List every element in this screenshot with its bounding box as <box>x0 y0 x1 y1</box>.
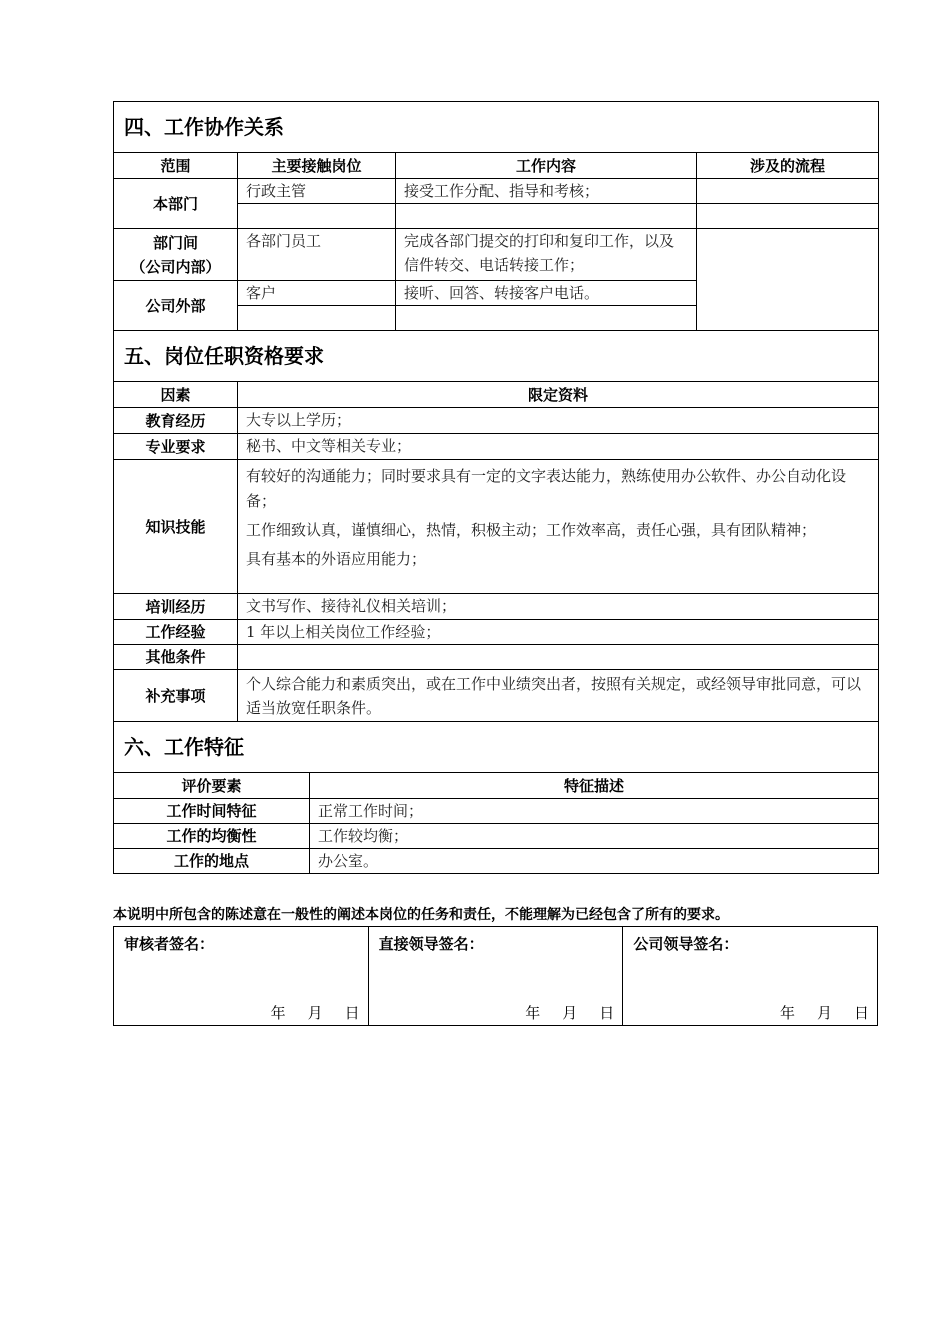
scope-inter-dept-line2: （公司内部） <box>130 257 221 276</box>
major-value: 秘书、中文等相关专业； <box>238 434 879 460</box>
header-scope: 范围 <box>114 153 238 179</box>
reviewer-signature-label: 审核者签名： <box>124 935 215 953</box>
skills-line1: 有较好的沟通能力；同时要求具有一定的文字表达能力，熟练使用办公软件、办公自动化设备； <box>246 467 847 510</box>
experience-label: 工作经验 <box>114 620 238 645</box>
header-requirement: 限定资料 <box>238 382 879 408</box>
section6-table <box>113 721 879 874</box>
year-label: 年 <box>525 1004 541 1022</box>
direct-leader-signature-box[interactable] <box>368 927 623 1026</box>
section4-title: 四、工作协作关系 <box>114 102 879 153</box>
reviewer-signature-box[interactable] <box>114 927 369 1026</box>
skills-line3: 具有基本的外语应用能力； <box>246 550 427 568</box>
reviewer-date <box>249 1002 360 1023</box>
job-description-document <box>113 101 878 874</box>
content-own-dept: 接受工作分配、指导和考核； <box>396 179 697 204</box>
content-empty <box>396 204 697 229</box>
day-label: 日 <box>344 1004 360 1022</box>
month-label: 月 <box>816 1004 832 1022</box>
scope-inter-dept <box>114 229 238 281</box>
direct-leader-signature-label: 直接领导签名： <box>378 935 484 953</box>
direct-leader-date <box>503 1002 614 1023</box>
year-label: 年 <box>270 1004 286 1022</box>
education-value: 大专以上学历； <box>238 408 879 434</box>
training-label: 培训经历 <box>114 594 238 620</box>
work-balance-value: 工作较均衡； <box>310 824 879 849</box>
content-empty <box>396 306 697 331</box>
year-label: 年 <box>779 1004 795 1022</box>
month-label: 月 <box>307 1004 323 1022</box>
signature-section <box>113 926 878 1026</box>
work-balance-label: 工作的均衡性 <box>114 824 310 849</box>
company-leader-signature-label: 公司领导签名： <box>633 935 739 953</box>
major-label: 专业要求 <box>114 434 238 460</box>
supplement-label: 补充事项 <box>114 670 238 722</box>
work-location-value: 办公室。 <box>310 849 879 874</box>
header-feature-desc: 特征描述 <box>310 773 879 799</box>
skills-label: 知识技能 <box>114 460 238 594</box>
header-process: 涉及的流程 <box>697 153 879 179</box>
content-inter-dept: 完成各部门提交的打印和复印工作，以及信件转交、电话转接工作； <box>396 229 697 281</box>
main-table <box>113 101 879 722</box>
header-factor: 因素 <box>114 382 238 408</box>
scope-own-dept: 本部门 <box>114 179 238 229</box>
work-time-label: 工作时间特征 <box>114 799 310 824</box>
day-label: 日 <box>853 1004 869 1022</box>
other-value <box>238 645 879 670</box>
disclaimer-note: 本说明中所包含的陈述意在一般性的阐述本岗位的任务和责任，不能理解为已经包含了所有的要求。 <box>113 907 729 923</box>
company-leader-date <box>758 1002 869 1023</box>
process-cell <box>697 179 879 204</box>
post-empty <box>238 306 396 331</box>
work-location-label: 工作的地点 <box>114 849 310 874</box>
scope-external: 公司外部 <box>114 281 238 331</box>
education-label: 教育经历 <box>114 408 238 434</box>
post-all-staff: 各部门员工 <box>238 229 396 281</box>
section6-title: 六、工作特征 <box>114 722 879 773</box>
scope-inter-dept-line1: 部门间 <box>152 233 198 252</box>
month-label: 月 <box>562 1004 578 1022</box>
supplement-value: 个人综合能力和素质突出，或在工作中业绩突出者，按照有关规定，或经领导审批同意，可以适当放宽任职条件。 <box>238 670 879 722</box>
work-time-value: 正常工作时间； <box>310 799 879 824</box>
post-admin-supervisor: 行政主管 <box>238 179 396 204</box>
skills-value <box>238 460 879 594</box>
day-label: 日 <box>599 1004 615 1022</box>
experience-value: 1 年以上相关岗位工作经验； <box>238 620 879 645</box>
process-cell <box>697 204 879 229</box>
header-eval-factor: 评价要素 <box>114 773 310 799</box>
post-empty <box>238 204 396 229</box>
signature-table <box>113 926 878 1026</box>
header-post: 主要接触岗位 <box>238 153 396 179</box>
header-content: 工作内容 <box>396 153 697 179</box>
other-label: 其他条件 <box>114 645 238 670</box>
training-value: 文书写作、接待礼仪相关培训； <box>238 594 879 620</box>
section5-title: 五、岗位任职资格要求 <box>114 331 879 382</box>
skills-line2: 工作细致认真，谨慎细心，热情，积极主动；工作效率高，责任心强，具有团队精神； <box>246 521 817 539</box>
post-customer: 客户 <box>238 281 396 306</box>
process-cell <box>697 229 879 331</box>
company-leader-signature-box[interactable] <box>623 927 878 1026</box>
content-external: 接听、回答、转接客户电话。 <box>396 281 697 306</box>
